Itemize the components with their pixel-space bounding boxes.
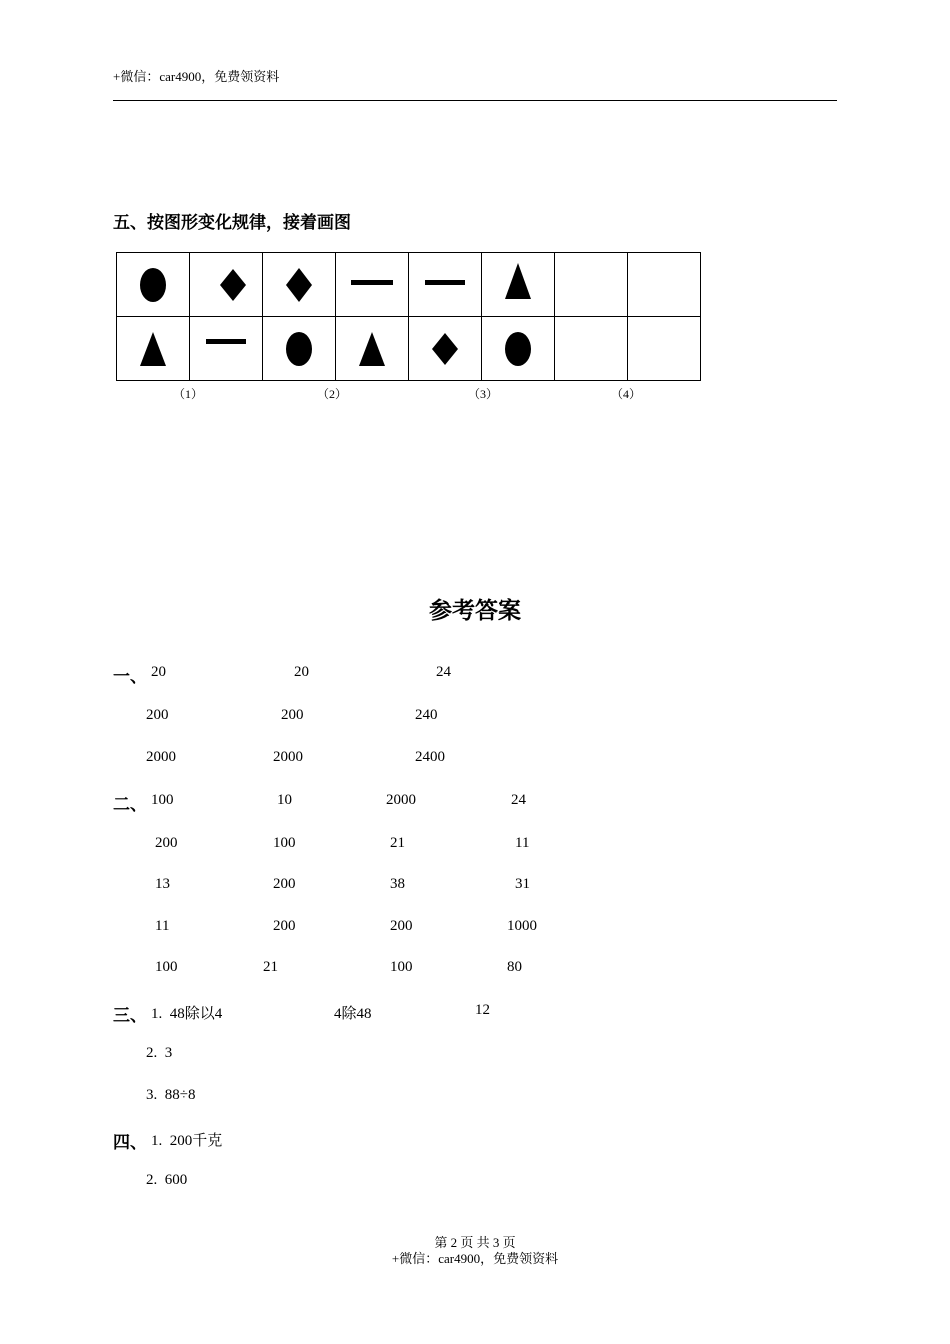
answer-value: 100 (273, 835, 296, 851)
grid-cell (263, 317, 336, 381)
section-3-label: 三、 (113, 1006, 147, 1026)
answer-value: 2000 (146, 749, 176, 765)
grid-row-1 (117, 253, 701, 317)
grid-cell (409, 253, 482, 317)
answer-value: 10 (277, 792, 292, 808)
section-1-label: 一、 (113, 667, 147, 687)
grid-row-2 (117, 317, 701, 381)
grid-label-2: （2） (317, 387, 348, 401)
header-text: +微信：car4900，免费领资料 (113, 69, 280, 84)
triangle-icon (138, 332, 168, 366)
answer-key-title: 参考答案 (429, 598, 521, 624)
answer-value: 11 (155, 918, 170, 934)
answer-value: 2. 3 (146, 1045, 173, 1061)
answer-value: 31 (515, 876, 530, 892)
section-4-label: 四、 (113, 1133, 147, 1153)
grid-cell (482, 253, 555, 317)
grid-cell (336, 253, 409, 317)
answer-value: 38 (390, 876, 405, 892)
grid-cell (190, 253, 263, 317)
answer-value: 200 (390, 918, 413, 934)
answer-value: 12 (475, 1002, 490, 1018)
answer-value: 20 (151, 664, 166, 680)
diamond-icon (430, 333, 460, 365)
grid-label-1: （1） (173, 387, 204, 401)
answer-value: 2. 600 (146, 1172, 188, 1188)
grid-cell-empty (555, 317, 628, 381)
answer-value: 200 (273, 876, 296, 892)
footer-text: +微信：car4900，免费领资料 (391, 1251, 559, 1266)
answer-value: 80 (507, 959, 522, 975)
diamond-icon (218, 269, 248, 301)
answer-value: 2400 (415, 749, 445, 765)
grid-cell (336, 317, 409, 381)
shape-pattern-grid (116, 252, 701, 381)
answer-value: 100 (155, 959, 178, 975)
answer-value: 21 (263, 959, 278, 975)
answer-value: 1. 200千克 (151, 1133, 223, 1149)
grid-label-4: （4） (611, 387, 642, 401)
answer-value: 4除48 (334, 1006, 372, 1022)
answer-value: 200 (146, 707, 169, 723)
grid-cell-empty (555, 253, 628, 317)
footer-page-number: 第 2 页 共 3 页 (434, 1235, 516, 1250)
triangle-icon (357, 332, 387, 366)
grid-cell (117, 253, 190, 317)
answer-value: 1. 48除以4 (151, 1006, 223, 1022)
grid-cell (263, 253, 336, 317)
grid-label-3: （3） (468, 387, 499, 401)
answer-value: 2000 (386, 792, 416, 808)
grid-cell-empty (628, 317, 701, 381)
section-2-label: 二、 (113, 795, 147, 815)
circle-icon (138, 267, 168, 303)
grid-cell (409, 317, 482, 381)
answer-value: 200 (281, 707, 304, 723)
answer-value: 21 (390, 835, 405, 851)
answer-value: 200 (155, 835, 178, 851)
circle-icon (284, 331, 314, 367)
answer-value: 1000 (507, 918, 537, 934)
grid-cell (482, 317, 555, 381)
question-5-title: 五、按图形变化规律，接着画图 (113, 213, 351, 233)
answer-value: 13 (155, 876, 170, 892)
triangle-icon (503, 263, 533, 299)
answer-value: 24 (436, 664, 451, 680)
answer-value: 2000 (273, 749, 303, 765)
answer-value: 200 (273, 918, 296, 934)
grid-cell-empty (628, 253, 701, 317)
answer-value: 240 (415, 707, 438, 723)
circle-icon (503, 331, 533, 367)
answer-value: 100 (151, 792, 174, 808)
answer-value: 11 (515, 835, 530, 851)
header-rule (113, 100, 837, 101)
answer-value: 100 (390, 959, 413, 975)
answer-value: 24 (511, 792, 526, 808)
grid-cell (190, 317, 263, 381)
line-icon (425, 280, 465, 286)
line-icon (206, 339, 246, 345)
diamond-icon (284, 268, 314, 302)
grid-cell (117, 317, 190, 381)
answer-value: 20 (294, 664, 309, 680)
answer-value: 3. 88÷8 (146, 1087, 196, 1103)
line-icon (351, 280, 393, 286)
